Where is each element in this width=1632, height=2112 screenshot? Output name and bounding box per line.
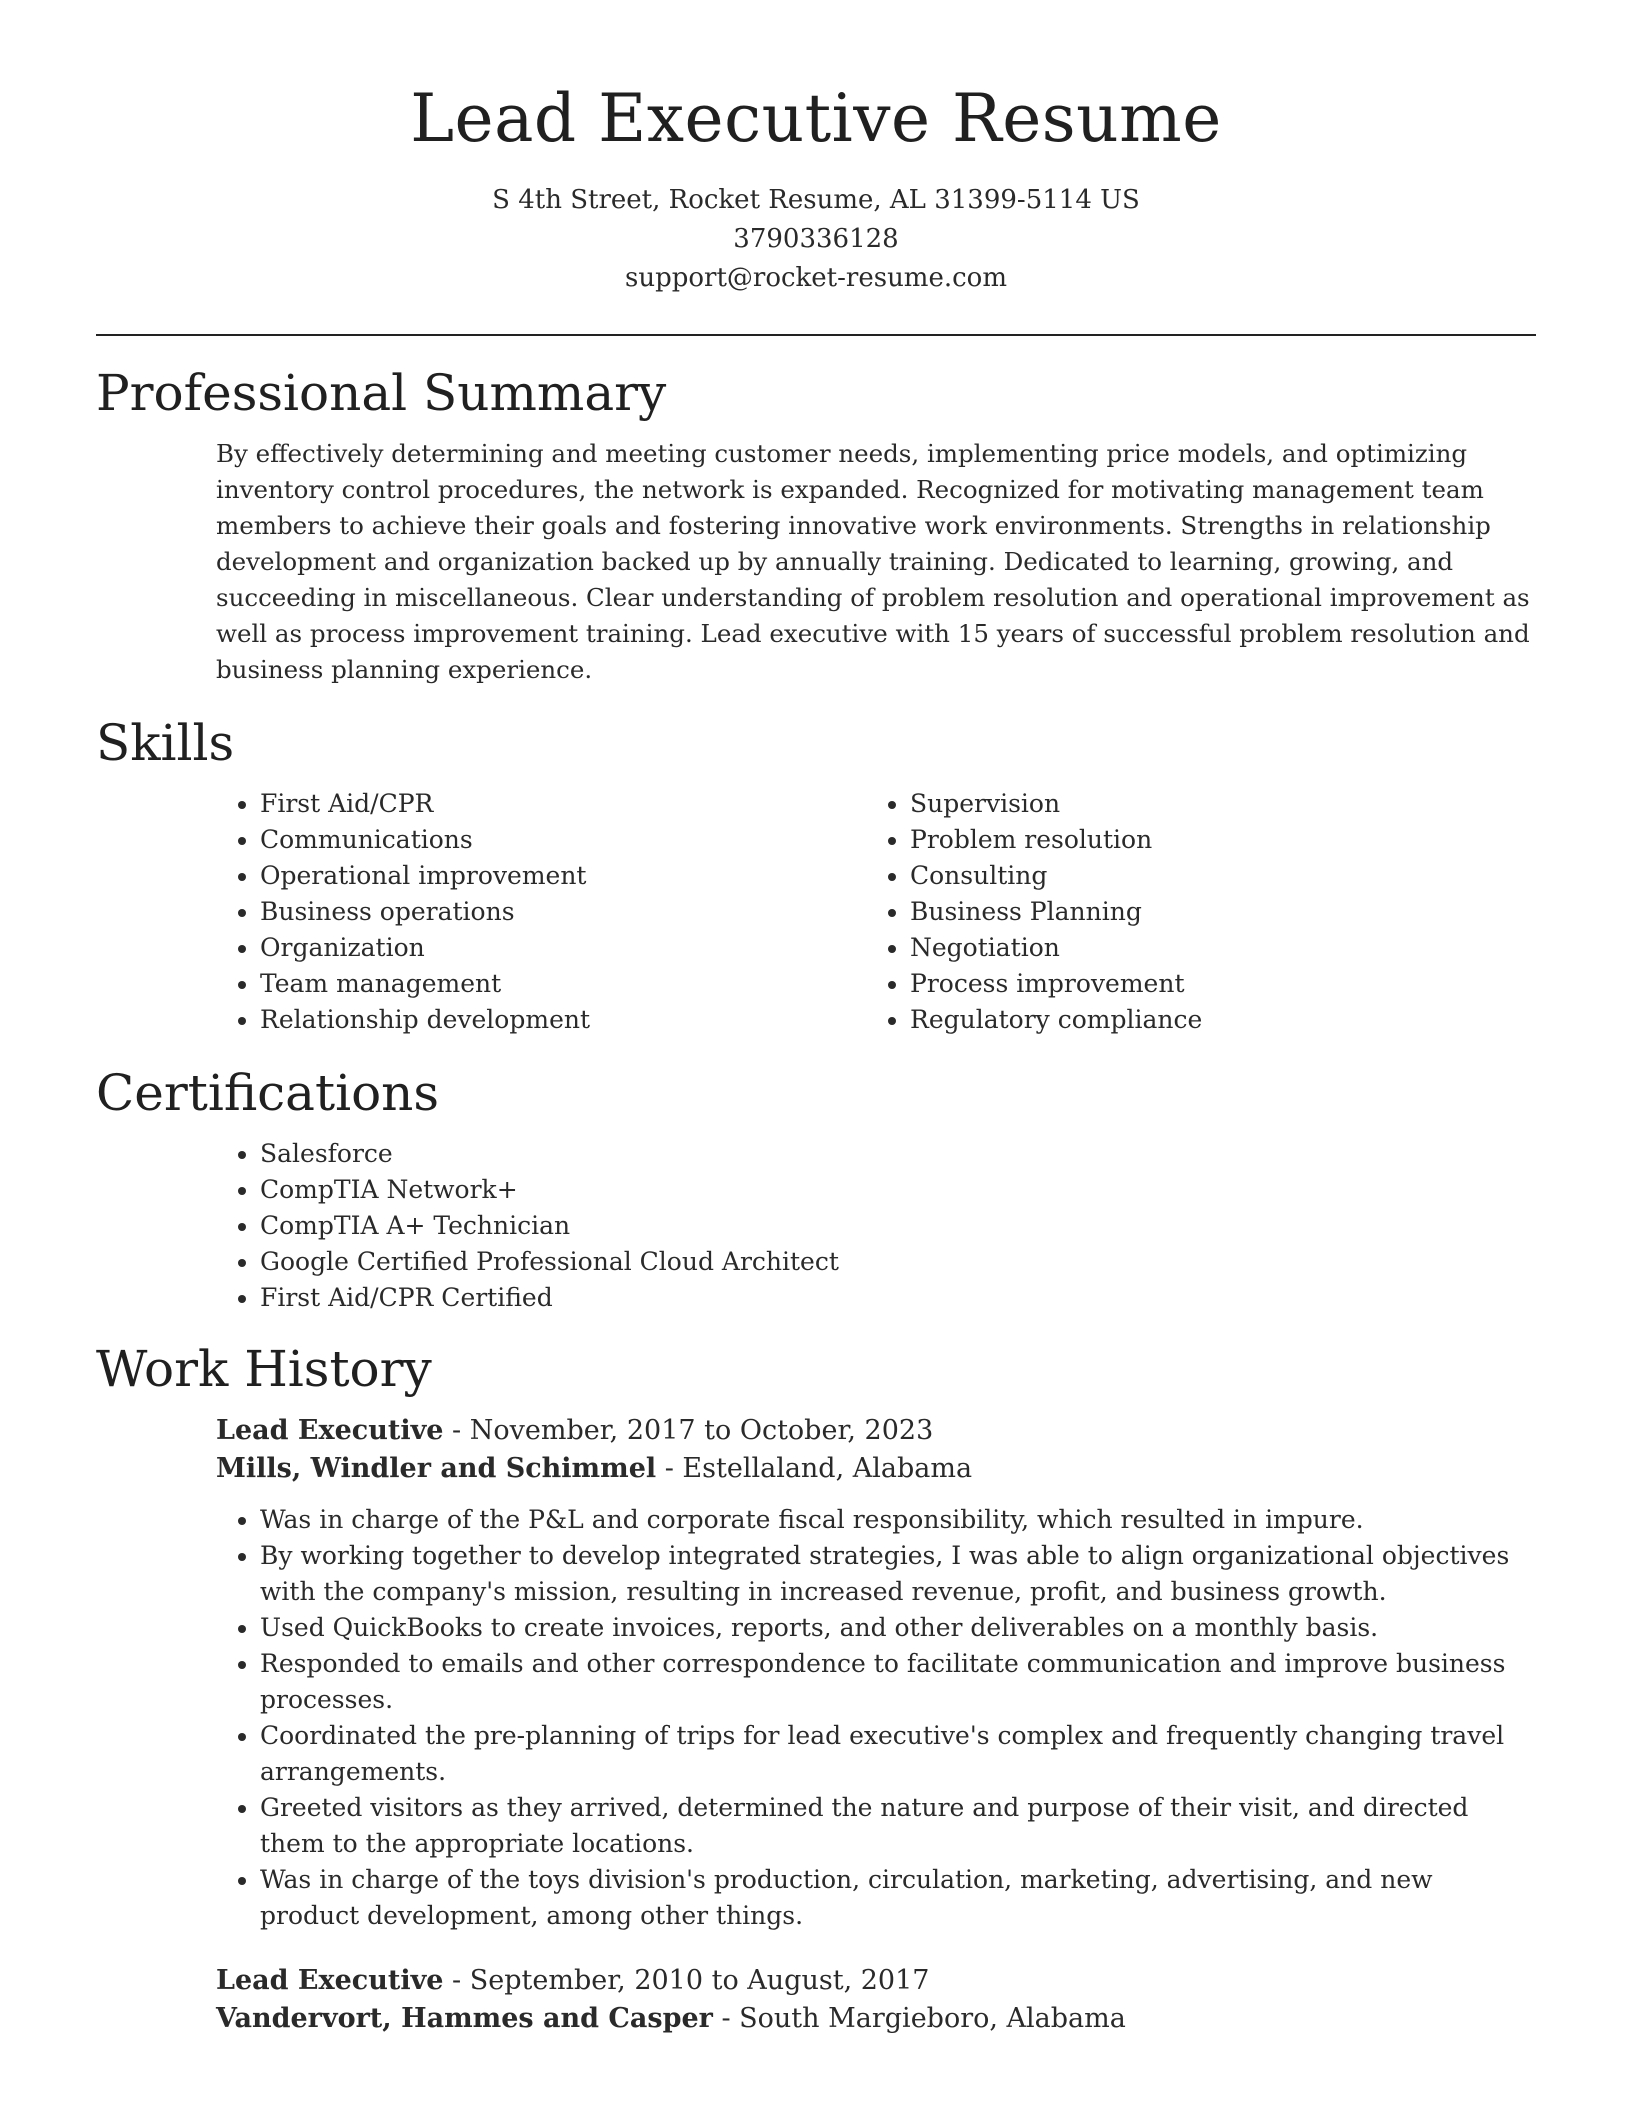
skill-item: • Operational improvement	[260, 858, 866, 894]
job-dates: - September, 2010 to August, 2017	[443, 1965, 930, 1996]
job-duty-item: • Greeted visitors as they arrived, determined the nature and purpose of their visit, and directed them to the appropriate locations.	[260, 1790, 1536, 1862]
certification-item: • First Aid/CPR Certified	[260, 1280, 1536, 1316]
job-duty-item: • Was in charge of the P&L and corporate fiscal responsibility, which resulted in impure.	[260, 1502, 1536, 1538]
job-duty-item: • Coordinated the pre-planning of trips for lead executive's complex and frequently changing travel arrangements.	[260, 1718, 1536, 1790]
job-duty-item: • By working together to develop integrated strategies, I was able to align organizational objectives with the company's mission, resulting in increased revenue, profit, and business growth.	[260, 1538, 1536, 1610]
header-divider	[96, 334, 1536, 336]
job-company: Vandervort, Hammes and Casper	[216, 2003, 713, 2034]
job-duty-item: • Responded to emails and other correspondence to facilitate communication and improve business processes.	[260, 1646, 1536, 1718]
work-history-section	[96, 1340, 1536, 2038]
skill-item: • Organization	[260, 930, 866, 966]
skills-section	[96, 714, 1536, 1038]
section-title-certifications: Certifications	[96, 1064, 440, 1122]
skill-item: • Process improvement	[910, 966, 1516, 1002]
skill-item: • Consulting	[910, 858, 1516, 894]
section-title-summary: Professional Summary	[96, 364, 667, 422]
skill-item: • Regulatory compliance	[910, 1002, 1516, 1038]
job-role: Lead Executive	[216, 1415, 444, 1446]
job-entry	[216, 1412, 1536, 1934]
skill-item: • Problem resolution	[910, 822, 1516, 858]
job-location: - South Margieboro, Alabama	[712, 2003, 1126, 2034]
contact-email[interactable]: support@rocket-resume.com	[624, 263, 1007, 293]
job-title-line	[216, 1412, 1536, 1450]
job-company: Mills, Windler and Schimmel	[216, 1453, 657, 1484]
resume-title: Lead Executive Resume	[410, 80, 1222, 157]
skills-column-right	[866, 786, 1516, 1038]
skills-columns	[216, 786, 1536, 1038]
skills-list-right	[866, 786, 1516, 1038]
job-duty-item: • Was in charge of the toys division's production, circulation, marketing, advertising, and new product development, among other things.	[260, 1862, 1536, 1934]
certification-item: • CompTIA Network+	[260, 1172, 1536, 1208]
certifications-block	[216, 1136, 1536, 1316]
job-duties-list	[216, 1502, 1536, 1934]
skill-item: • Negotiation	[910, 930, 1516, 966]
resume-header	[96, 80, 1536, 298]
certifications-list	[216, 1136, 1536, 1316]
section-title-work-history: Work History	[96, 1340, 432, 1398]
job-dates: - November, 2017 to October, 2023	[443, 1415, 934, 1446]
professional-summary-section	[96, 364, 1536, 688]
skill-item: • Business Planning	[910, 894, 1516, 930]
skill-item: • Business operations	[260, 894, 866, 930]
certification-item: • Google Certified Professional Cloud Architect	[260, 1244, 1536, 1280]
skills-column-left	[216, 786, 866, 1038]
job-entry	[216, 1962, 1536, 2038]
certification-item: • Salesforce	[260, 1136, 1536, 1172]
job-location: - Estellaland, Alabama	[656, 1453, 973, 1484]
skills-list-left	[216, 786, 866, 1038]
skill-item: • Relationship development	[260, 1002, 866, 1038]
section-title-skills: Skills	[96, 714, 235, 772]
job-company-line	[216, 1450, 1536, 1488]
job-title-line	[216, 1962, 1536, 2000]
job-company-line	[216, 2000, 1536, 2038]
certification-item: • CompTIA A+ Technician	[260, 1208, 1536, 1244]
certifications-section	[96, 1064, 1536, 1316]
skill-item: • Communications	[260, 822, 866, 858]
summary-text: By effectively determining and meeting customer needs, implementing price models, and optimizing inventory control procedures, the network is expanded. Recognized for motivating management team members to achieve their goals and fostering innovative work environments. Strengths in relationship development and organization backed up by annually training. Dedicated to learning, growing, and succeeding in miscellaneous. Clear understanding of problem resolution and operational improvement as well as process improvement training. Lead executive with 15 years of successful problem resolution and business planning experience.	[216, 439, 1530, 684]
contact-phone: 3790336128	[733, 224, 899, 254]
skill-item: • Team management	[260, 966, 866, 1002]
skill-item: • First Aid/CPR	[260, 786, 866, 822]
contact-address: S 4th Street, Rocket Resume, AL 31399-5114 US	[492, 185, 1140, 215]
job-role: Lead Executive	[216, 1965, 444, 1996]
skill-item: • Supervision	[910, 786, 1516, 822]
job-duty-item: • Used QuickBooks to create invoices, reports, and other deliverables on a monthly basis.	[260, 1610, 1536, 1646]
